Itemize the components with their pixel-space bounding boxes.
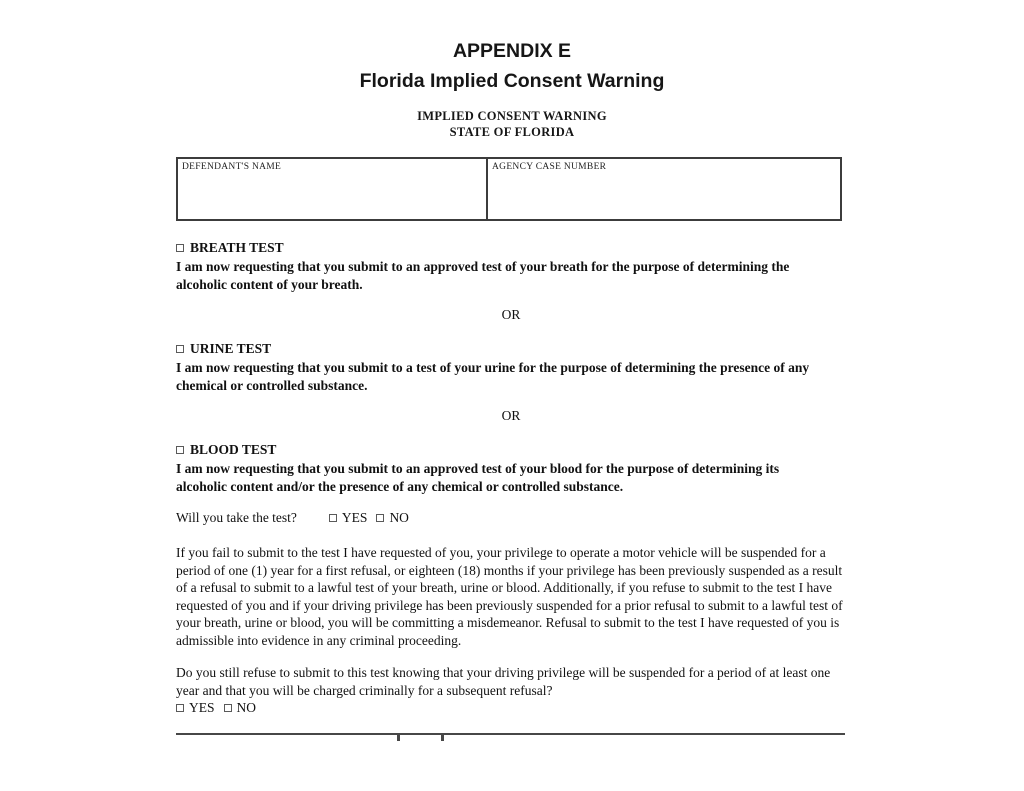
take-test-no-option bbox=[376, 510, 409, 525]
still-refuse-no-checkbox-icon[interactable] bbox=[224, 704, 232, 712]
still-refuse-yes-label: YES bbox=[189, 700, 215, 715]
agency-case-number-cell bbox=[488, 159, 840, 219]
refusal-warning-paragraph: If you fail to submit to the test I have requested of you, your privilege to operate a motor vehicle will be suspended for a period of one (1) year for a first refusal, or eighteen (18) months if your privilege has been previously suspended as a result of a refusal to submit to a lawful test of your breath, urine or blood. Additionally, if you refuse to submit to the test I have requested of you and if your driving privilege has been previously suspended for a prior refusal to submit to a lawful test of your breath, urine or blood, you will be committing a misdemeanor. Refusal to submit to the test I have requested of you is admissible into evidence in any criminal proceeding. bbox=[176, 545, 843, 648]
take-test-yes-label: YES bbox=[341, 510, 368, 525]
signature-table-divider-1 bbox=[397, 735, 400, 741]
defendant-name-label: DEFENDANT'S NAME bbox=[182, 162, 282, 172]
title-block bbox=[0, 36, 1024, 96]
consent-warning-heading: IMPLIED CONSENT WARNING bbox=[417, 109, 607, 123]
breath-test-label: BREATH TEST bbox=[190, 240, 284, 255]
header-table bbox=[176, 157, 842, 221]
take-test-no-checkbox-icon[interactable] bbox=[376, 514, 384, 522]
signature-table-partial bbox=[176, 733, 845, 741]
take-test-no-label: NO bbox=[389, 510, 409, 525]
urine-test-label: URINE TEST bbox=[190, 341, 272, 356]
take-test-yes-option bbox=[329, 510, 368, 525]
urine-test-section-title bbox=[176, 341, 846, 356]
take-test-question-text: Will you take the test? bbox=[176, 510, 297, 525]
take-test-yes-checkbox-icon[interactable] bbox=[329, 514, 337, 522]
still-refuse-question-text: Do you still refuse to submit to this test knowing that your driving privilege will be suspended for a period of at least one year and that you will be charged criminally for a subsequent refusal? bbox=[176, 665, 831, 698]
blood-test-section-title bbox=[176, 442, 846, 457]
defendant-name-input[interactable] bbox=[182, 173, 482, 213]
still-refuse-no-option bbox=[224, 699, 257, 717]
take-test-question-line bbox=[176, 510, 846, 525]
state-heading: STATE OF FLORIDA bbox=[449, 124, 575, 139]
still-refuse-yesno-line bbox=[176, 699, 848, 717]
urine-test-checkbox-icon[interactable] bbox=[176, 345, 184, 353]
blood-test-checkbox-icon[interactable] bbox=[176, 446, 184, 454]
blood-test-label: BLOOD TEST bbox=[190, 442, 277, 457]
breath-test-checkbox-icon[interactable] bbox=[176, 244, 184, 252]
defendant-name-cell bbox=[178, 159, 488, 219]
appendix-title: APPENDIX E bbox=[452, 40, 572, 62]
urine-test-statement: I am now requesting that you submit to a test of your urine for the purpose of determining the presence of any chemical or controlled substance. bbox=[176, 360, 810, 393]
signature-table-divider-2 bbox=[441, 735, 444, 741]
breath-test-statement: I am now requesting that you submit to an approved test of your breath for the purpose of determining the alcoholic content of your breath. bbox=[176, 259, 790, 292]
still-refuse-yes-option bbox=[176, 699, 215, 717]
or-separator-1: OR bbox=[501, 307, 521, 322]
agency-case-number-input[interactable] bbox=[492, 173, 836, 213]
still-refuse-question bbox=[176, 664, 848, 717]
agency-case-number-label: AGENCY CASE NUMBER bbox=[492, 162, 607, 172]
breath-test-section-title bbox=[176, 240, 846, 255]
form-content bbox=[176, 157, 846, 741]
or-separator-2: OR bbox=[501, 408, 521, 423]
still-refuse-yes-checkbox-icon[interactable] bbox=[176, 704, 184, 712]
blood-test-statement: I am now requesting that you submit to an approved test of your blood for the purpose of determining its alcoholic content and/or the presence of any chemical or controlled substance. bbox=[176, 461, 780, 494]
still-refuse-no-label: NO bbox=[236, 700, 257, 715]
subtitle-block bbox=[0, 109, 1024, 140]
form-title: Florida Implied Consent Warning bbox=[359, 70, 665, 92]
